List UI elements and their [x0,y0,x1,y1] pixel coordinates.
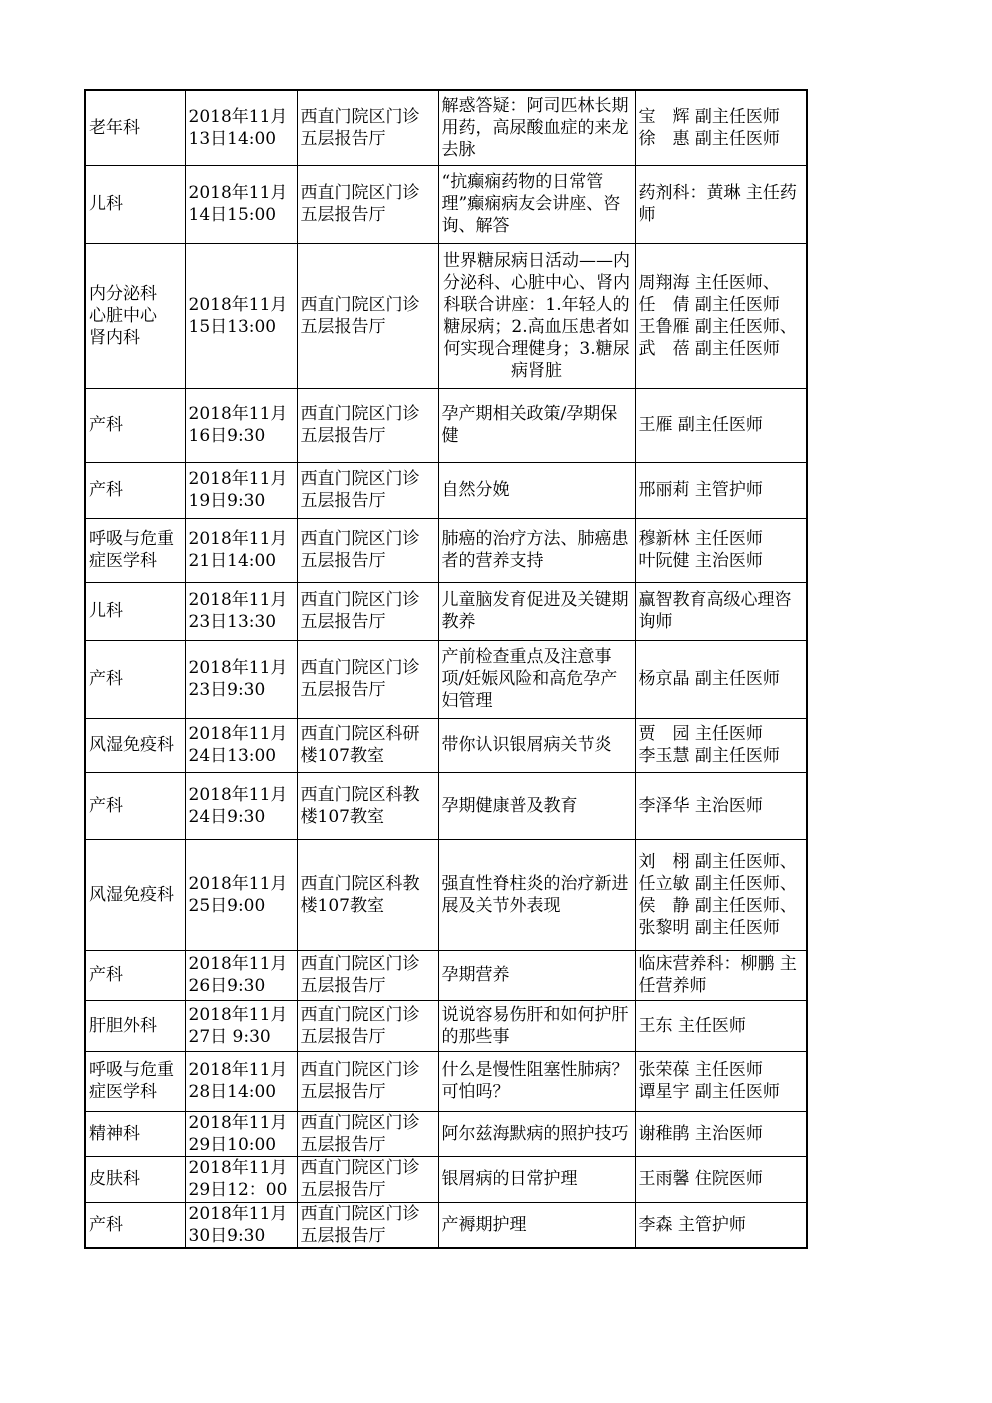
dept-cell: 精神科 [85,1111,185,1156]
dept-cell: 产科 [85,772,185,839]
table-row [85,718,807,772]
table-row [85,950,807,1000]
place-cell: 西直门院区门诊五层报告厅 [297,90,438,165]
time-cell: 2018年11月24日9:30 [185,772,297,839]
speaker-cell: 张荣葆 主任医师 谭星宇 副主任医师 [635,1051,807,1111]
place-cell: 西直门院区门诊五层报告厅 [297,165,438,243]
table-row [85,90,807,165]
table-row [85,388,807,462]
table-row [85,1051,807,1111]
table-row [85,1202,807,1248]
speaker-cell: 贾 园 主任医师 李玉慧 副主任医师 [635,718,807,772]
table-row [85,839,807,950]
place-cell: 西直门院区门诊五层报告厅 [297,388,438,462]
dept-cell: 老年科 [85,90,185,165]
place-cell: 西直门院区门诊五层报告厅 [297,1156,438,1202]
topic-cell: 解惑答疑：阿司匹林长期用药，高尿酸血症的来龙去脉 [438,90,635,165]
table-row [85,518,807,582]
table-row [85,772,807,839]
dept-cell: 产科 [85,950,185,1000]
speaker-cell: 药剂科：黄琳 主任药师 [635,165,807,243]
place-cell: 西直门院区门诊五层报告厅 [297,1111,438,1156]
topic-cell: 产褥期护理 [438,1202,635,1248]
time-cell: 2018年11月30日9:30 [185,1202,297,1248]
speaker-cell: 王雨馨 住院医师 [635,1156,807,1202]
speaker-cell: 谢稚鹃 主治医师 [635,1111,807,1156]
time-cell: 2018年11月29日10:00 [185,1111,297,1156]
topic-cell: 银屑病的日常护理 [438,1156,635,1202]
topic-cell: 孕产期相关政策/孕期保健 [438,388,635,462]
time-cell: 2018年11月21日14:00 [185,518,297,582]
speaker-cell: 杨京晶 副主任医师 [635,640,807,718]
place-cell: 西直门院区门诊五层报告厅 [297,1000,438,1051]
time-cell: 2018年11月23日13:30 [185,582,297,640]
place-cell: 西直门院区科教楼107教室 [297,839,438,950]
time-cell: 2018年11月27日 9:30 [185,1000,297,1051]
speaker-cell: 王东 主任医师 [635,1000,807,1051]
place-cell: 西直门院区门诊五层报告厅 [297,582,438,640]
place-cell: 西直门院区门诊五层报告厅 [297,950,438,1000]
dept-cell: 内分泌科 心脏中心 肾内科 [85,243,185,388]
dept-cell: 产科 [85,462,185,518]
speaker-cell: 穆新林 主任医师 叶阮健 主治医师 [635,518,807,582]
table-row [85,582,807,640]
topic-cell: 世界糖尿病日活动——内分泌科、心脏中心、肾内科联合讲座：1.年轻人的糖尿病；2.高血压患者如何实现合理健身；3.糖尿病肾脏 [438,243,635,388]
time-cell: 2018年11月19日9:30 [185,462,297,518]
time-cell: 2018年11月26日9:30 [185,950,297,1000]
dept-cell: 呼吸与危重症医学科 [85,1051,185,1111]
place-cell: 西直门院区科研楼107教室 [297,718,438,772]
place-cell: 西直门院区门诊五层报告厅 [297,640,438,718]
topic-cell: 什么是慢性阻塞性肺病？可怕吗？ [438,1051,635,1111]
topic-cell: 阿尔兹海默病的照护技巧 [438,1111,635,1156]
speaker-cell: 刘 栩 副主任医师、 任立敏 副主任医师、侯 静 副主任医师、张黎明 副主任医师 [635,839,807,950]
table-row [85,1111,807,1156]
speaker-cell: 王雁 副主任医师 [635,388,807,462]
speaker-cell: 临床营养科：柳鹏 主任营养师 [635,950,807,1000]
speaker-cell: 周翔海 主任医师、 任 倩 副主任医师 王鲁雁 副主任医师、 武 蓓 副主任医师 [635,243,807,388]
time-cell: 2018年11月14日15:00 [185,165,297,243]
speaker-cell: 赢智教育高级心理咨询师 [635,582,807,640]
dept-cell: 产科 [85,1202,185,1248]
speaker-cell: 李森 主管护师 [635,1202,807,1248]
table-row [85,462,807,518]
speaker-cell: 李泽华 主治医师 [635,772,807,839]
topic-cell: 说说容易伤肝和如何护肝的那些事 [438,1000,635,1051]
table-row [85,1000,807,1051]
place-cell: 西直门院区门诊五层报告厅 [297,462,438,518]
table-row [85,1156,807,1202]
dept-cell: 儿科 [85,582,185,640]
time-cell: 2018年11月15日13:00 [185,243,297,388]
place-cell: 西直门院区科教楼107教室 [297,772,438,839]
lecture-schedule-table [84,89,808,1249]
speaker-cell: 宝 辉 副主任医师 徐 惠 副主任医师 [635,90,807,165]
topic-cell: 肺癌的治疗方法、肺癌患者的营养支持 [438,518,635,582]
time-cell: 2018年11月28日14:00 [185,1051,297,1111]
schedule-body [85,90,807,1248]
topic-cell: “抗癫痫药物的日常管理”癫痫病友会讲座、咨询、解答 [438,165,635,243]
dept-cell: 皮肤科 [85,1156,185,1202]
dept-cell: 风湿免疫科 [85,839,185,950]
table-row [85,243,807,388]
topic-cell: 产前检查重点及注意事项/妊娠风险和高危孕产妇管理 [438,640,635,718]
topic-cell: 带你认识银屑病关节炎 [438,718,635,772]
topic-cell: 自然分娩 [438,462,635,518]
table-row [85,165,807,243]
place-cell: 西直门院区门诊五层报告厅 [297,1051,438,1111]
time-cell: 2018年11月29日12：00 [185,1156,297,1202]
place-cell: 西直门院区门诊五层报告厅 [297,1202,438,1248]
dept-cell: 产科 [85,640,185,718]
time-cell: 2018年11月24日13:00 [185,718,297,772]
dept-cell: 风湿免疫科 [85,718,185,772]
dept-cell: 肝胆外科 [85,1000,185,1051]
place-cell: 西直门院区门诊五层报告厅 [297,518,438,582]
speaker-cell: 邢丽莉 主管护师 [635,462,807,518]
time-cell: 2018年11月23日9:30 [185,640,297,718]
topic-cell: 强直性脊柱炎的治疗新进展及关节外表现 [438,839,635,950]
table-row [85,640,807,718]
topic-cell: 孕期健康普及教育 [438,772,635,839]
time-cell: 2018年11月25日9:00 [185,839,297,950]
dept-cell: 呼吸与危重症医学科 [85,518,185,582]
time-cell: 2018年11月16日9:30 [185,388,297,462]
topic-cell: 孕期营养 [438,950,635,1000]
time-cell: 2018年11月13日14:00 [185,90,297,165]
topic-cell: 儿童脑发育促进及关键期教养 [438,582,635,640]
place-cell: 西直门院区门诊五层报告厅 [297,243,438,388]
dept-cell: 产科 [85,388,185,462]
dept-cell: 儿科 [85,165,185,243]
